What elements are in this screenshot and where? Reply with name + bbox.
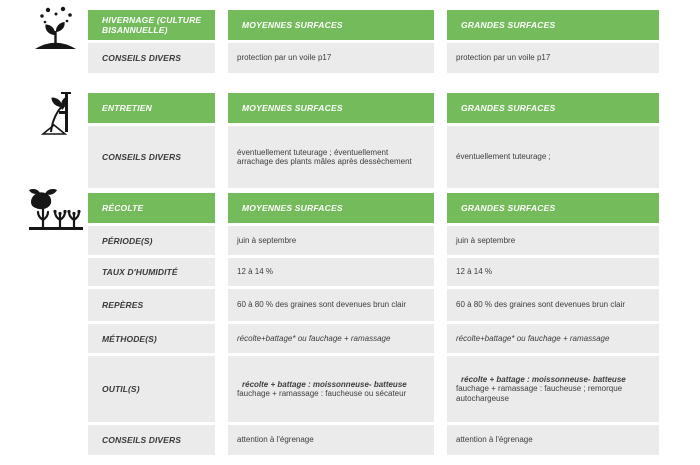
cell-grandes bbox=[447, 356, 659, 422]
cell-moyennes bbox=[228, 126, 434, 188]
column-header-moyennes: MOYENNES SURFACES bbox=[228, 193, 434, 223]
cell-grandes bbox=[447, 226, 659, 255]
row-label: TAUX D'HUMIDITÉ bbox=[88, 258, 215, 286]
section-recolte bbox=[88, 193, 659, 458]
cell-grandes bbox=[447, 324, 659, 353]
row-label: REPÈRES bbox=[88, 289, 215, 321]
cell-moyennes bbox=[228, 356, 434, 422]
table-row bbox=[88, 43, 659, 73]
cell-grandes bbox=[447, 258, 659, 286]
column-header-moyennes: MOYENNES SURFACES bbox=[228, 10, 434, 40]
cell-text: attention à l'égrenage bbox=[237, 435, 314, 445]
column-header-grandes: GRANDES SURFACES bbox=[447, 193, 659, 223]
cell-text: récolte+battage* ou fauchage + ramassage bbox=[237, 333, 391, 343]
cell-moyennes bbox=[228, 324, 434, 353]
cell-text: récolte+battage* ou fauchage + ramassage bbox=[456, 333, 610, 343]
cell-moyennes bbox=[228, 425, 434, 455]
cell-grandes bbox=[447, 289, 659, 321]
cell-moyennes bbox=[228, 43, 434, 73]
cell-text: récolte + battage : moissonneuse- batteuse bbox=[461, 374, 626, 384]
cell-text: juin à septembre bbox=[456, 235, 516, 245]
column-header-moyennes: MOYENNES SURFACES bbox=[228, 93, 434, 123]
cell-text: fauchage + ramassage : faucheuse ; remorque autochargeuse bbox=[456, 384, 623, 403]
cell-text: éventuellement tuteurage ; bbox=[456, 152, 551, 162]
seedling-seeds-icon bbox=[28, 5, 83, 51]
cell-grandes bbox=[447, 43, 659, 73]
cell-text: juin à septembre bbox=[237, 235, 297, 245]
cell-moyennes bbox=[228, 226, 434, 255]
section-title: RÉCOLTE bbox=[88, 193, 215, 223]
staked-plant-icon bbox=[38, 90, 80, 136]
row-label: MÉTHODE(S) bbox=[88, 324, 215, 353]
column-header-grandes: GRANDES SURFACES bbox=[447, 10, 659, 40]
cell-text: fauchage + ramassage : faucheuse ou sécateur bbox=[237, 389, 407, 398]
row-label: OUTIL(S) bbox=[88, 356, 215, 422]
cell-grandes bbox=[447, 425, 659, 455]
cell-text: éventuellement tuteurage ; éventuellement arrachage des plants mâles après dessèchement bbox=[237, 147, 412, 166]
table-row bbox=[88, 289, 659, 321]
cell-moyennes bbox=[228, 258, 434, 286]
section-title: ENTRETIEN bbox=[88, 93, 215, 123]
cell-text: récolte + battage : moissonneuse- batteuse bbox=[242, 379, 407, 389]
cell-text: 60 à 80 % des graines sont devenues brun clair bbox=[237, 300, 406, 310]
table-row bbox=[88, 126, 659, 188]
cell-text: attention à l'égrenage bbox=[456, 435, 533, 445]
cell-text: 12 à 14 % bbox=[237, 267, 274, 277]
cell-text: 60 à 80 % des graines sont devenues brun clair bbox=[456, 300, 625, 310]
cell-text: protection par un voile p17 bbox=[237, 53, 332, 63]
table-row bbox=[88, 258, 659, 286]
row-label: PÉRIODE(S) bbox=[88, 226, 215, 255]
row-label: CONSEILS DIVERS bbox=[88, 43, 215, 73]
cell-grandes bbox=[447, 126, 659, 188]
section-title: HIVERNAGE (CULTURE BISANNUELLE) bbox=[88, 10, 215, 40]
row-label: CONSEILS DIVERS bbox=[88, 126, 215, 188]
section-hivernage bbox=[88, 10, 659, 76]
table-row bbox=[88, 425, 659, 455]
cell-text: 12 à 14 % bbox=[456, 267, 493, 277]
harvest-hand-icon bbox=[27, 188, 85, 232]
row-label: CONSEILS DIVERS bbox=[88, 425, 215, 455]
section-entretien bbox=[88, 93, 659, 191]
cell-text: protection par un voile p17 bbox=[456, 53, 551, 63]
cell-moyennes bbox=[228, 289, 434, 321]
table-row bbox=[88, 356, 659, 422]
table-row bbox=[88, 226, 659, 255]
table-row bbox=[88, 324, 659, 353]
column-header-grandes: GRANDES SURFACES bbox=[447, 93, 659, 123]
